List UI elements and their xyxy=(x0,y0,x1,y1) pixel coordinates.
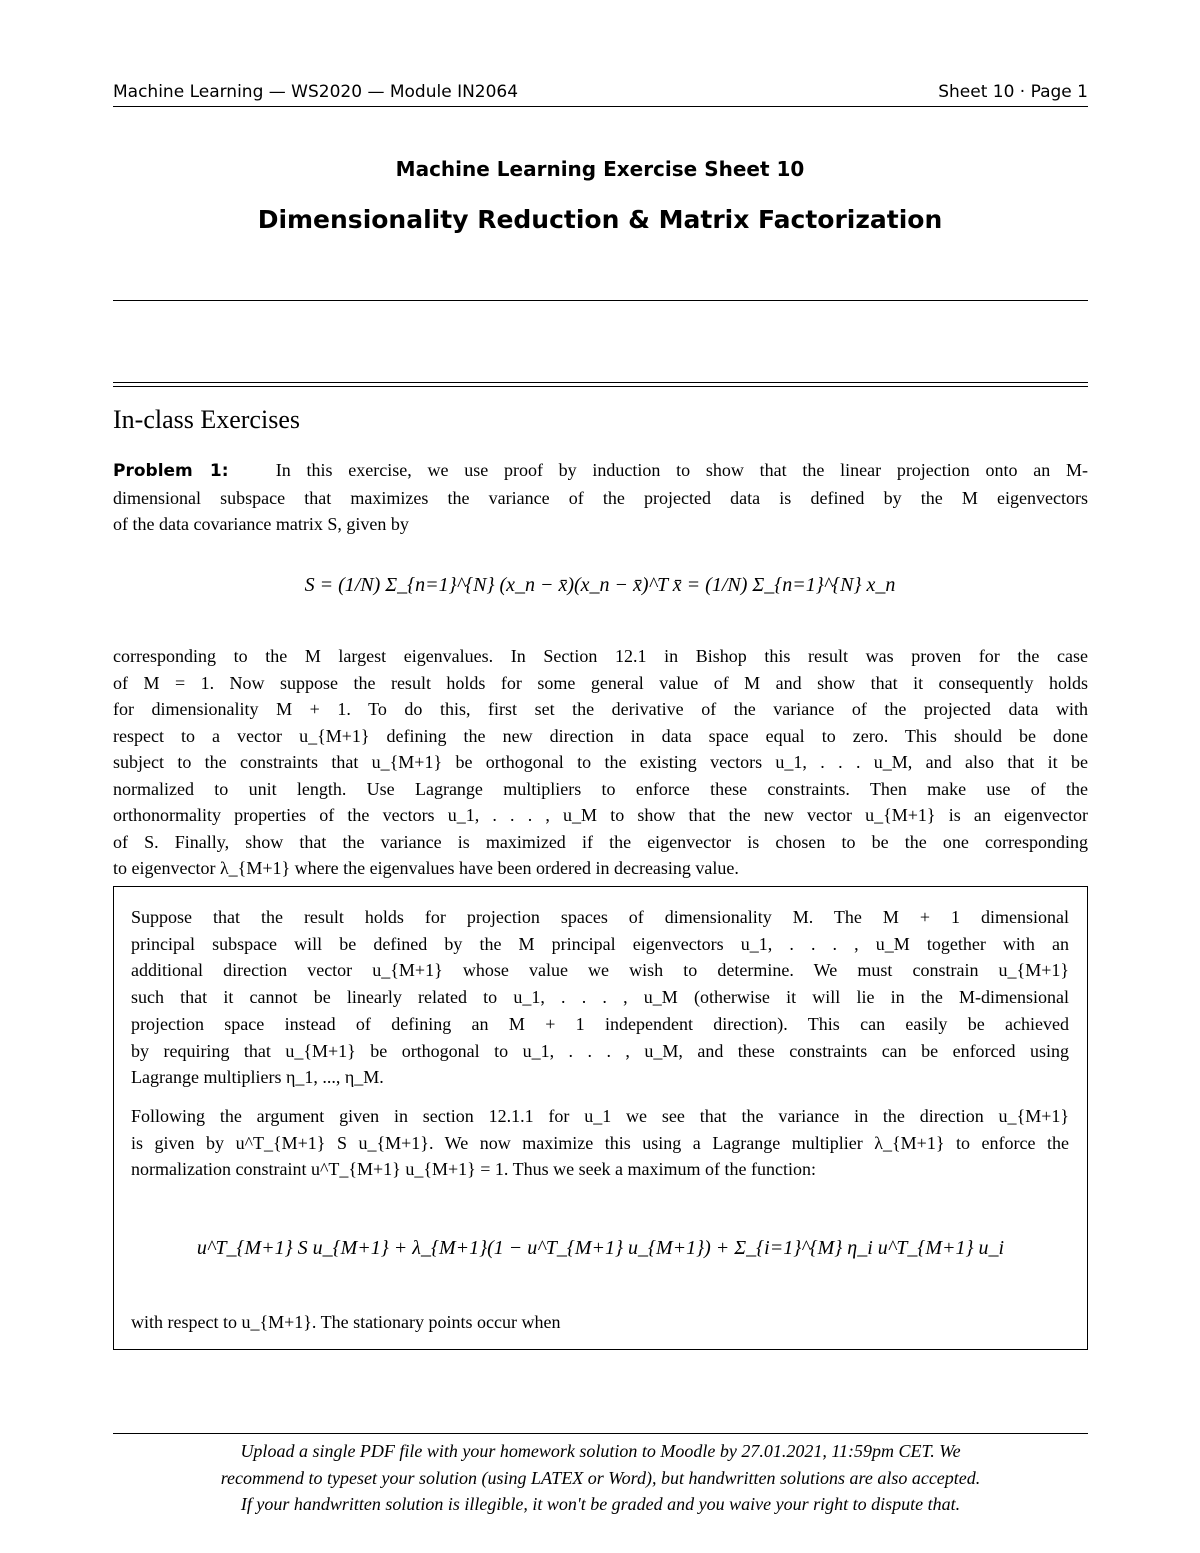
problem-text-line: normalized to unit length. Use Lagrange multipliers to enforce these constraints. Then make use of the xyxy=(113,778,1088,799)
solution-paragraph-3: with respect to u_{M+1}. The stationary points occur when xyxy=(131,1312,561,1332)
problem-text-line: orthonormality properties of the vectors u_1, . . . , u_M to show that the new vector u_{M+1} is an eigenvector xyxy=(113,805,1088,825)
solution-text-line: additional direction vector u_{M+1} whose value we wish to determine. We must constrain u_{M+1} xyxy=(131,960,1069,981)
solution-text-line: Following the argument given in section 12.1.1 for u_1 we see that the variance in the direction u_{M+1} xyxy=(131,1106,1069,1126)
footer-line: Upload a single PDF file with your homework solution to Moodle by 27.01.2021, 11:59pm CET. We xyxy=(240,1441,961,1461)
covariance-equation: S = (1/N) Σ_{n=1}^{N} (x_n − x̄)(x_n − x̄)^T x̄ = (1/N) Σ_{n=1}^{N} x_n xyxy=(304,574,896,596)
footer-line: If your handwritten solution is illegible, it won't be graded and you waive your right to dispute that. xyxy=(240,1494,961,1514)
problem-text-line: subject to the constraints that u_{M+1} be orthogonal to the existing vectors u_1, . . . u_M, and also that it be xyxy=(113,752,1088,772)
header-rule xyxy=(113,106,1088,107)
solution-text-line: is given by u^T_{M+1} S u_{M+1}. We now maximize this using a Lagrange multiplier λ_{M+1} to enforce the xyxy=(131,1132,1069,1153)
problem-text-line: to eigenvector λ_{M+1} where the eigenvalues have been ordered in decreasing value. xyxy=(113,858,739,878)
solution-text-line: such that it cannot be linearly related to u_1, . . . , u_M (otherwise it will lie in the M-dimensional xyxy=(131,987,1069,1008)
problem-1-intro xyxy=(113,457,1088,538)
sheet-title: Machine Learning Exercise Sheet 10 xyxy=(395,157,805,181)
problem-text-line: respect to a vector u_{M+1} defining the new direction in data space equal to zero. This should be done xyxy=(113,725,1088,746)
solution-text-line: Suppose that the result holds for projection spaces of dimensionality M. The M + 1 dimensional xyxy=(131,907,1069,927)
footer-rule xyxy=(113,1433,1088,1434)
double-rule-top xyxy=(113,382,1088,383)
running-header-right: Sheet 10 · Page 1 xyxy=(938,82,1088,102)
solution-text-line: projection space instead of defining an M + 1 independent direction). This can easily be achieved xyxy=(131,1013,1069,1034)
problem-text-line: dimensional subspace that maximizes the variance of the projected data is defined by the M eigenvectors xyxy=(113,487,1088,508)
double-rule-bottom xyxy=(113,386,1088,387)
problem-text-line: for dimensionality M + 1. To do this, first set the derivative of the variance of the projected data with xyxy=(113,699,1088,719)
section-heading: In-class Exercises xyxy=(113,405,300,434)
solution-paragraph-1 xyxy=(131,904,1069,1091)
solution-box xyxy=(113,886,1088,1350)
sheet-subtitle: Dimensionality Reduction & Matrix Factorization xyxy=(257,205,943,234)
problem-1-label: Problem 1: xyxy=(113,461,229,481)
problem-text-line: of M = 1. Now suppose the result holds for some general value of M and show that it consequently holds xyxy=(113,672,1088,693)
problem-text-line: corresponding to the M largest eigenvalues. In Section 12.1 in Bishop this result was proven for the case xyxy=(113,646,1088,666)
problem-text-line: In this exercise, we use proof by induction to show that the linear projection onto an M- xyxy=(275,460,1088,480)
submission-note xyxy=(113,1438,1088,1518)
footer-line: recommend to typeset your solution (using LATEX or Word), but handwritten solutions are also accepted. xyxy=(220,1467,981,1488)
problem-text-line: of the data covariance matrix S, given by xyxy=(113,514,409,534)
title-rule xyxy=(113,300,1088,301)
solution-text-line: normalization constraint u^T_{M+1} u_{M+1} = 1. Thus we seek a maximum of the function: xyxy=(131,1159,817,1180)
running-header-left: Machine Learning — WS2020 — Module IN2064 xyxy=(113,82,519,102)
solution-text-line: principal subspace will be defined by the M principal eigenvectors u_1, . . . , u_M together with an xyxy=(131,933,1069,954)
solution-text-line: Lagrange multipliers η_1, ..., η_M. xyxy=(131,1067,384,1088)
problem-1-body xyxy=(113,643,1088,882)
solution-text-line: by requiring that u_{M+1} be orthogonal to u_1, . . . , u_M, and these constraints can be enforced using xyxy=(131,1040,1069,1061)
problem-text-line: of S. Finally, show that the variance is maximized if the eigenvector is chosen to be the one corresponding xyxy=(113,831,1088,852)
lagrangian-equation: u^T_{M+1} S u_{M+1} + λ_{M+1}(1 − u^T_{M+1} u_{M+1}) + Σ_{i=1}^{M} η_i u^T_{M+1} u_i xyxy=(196,1237,1005,1259)
solution-paragraph-2 xyxy=(131,1103,1069,1183)
